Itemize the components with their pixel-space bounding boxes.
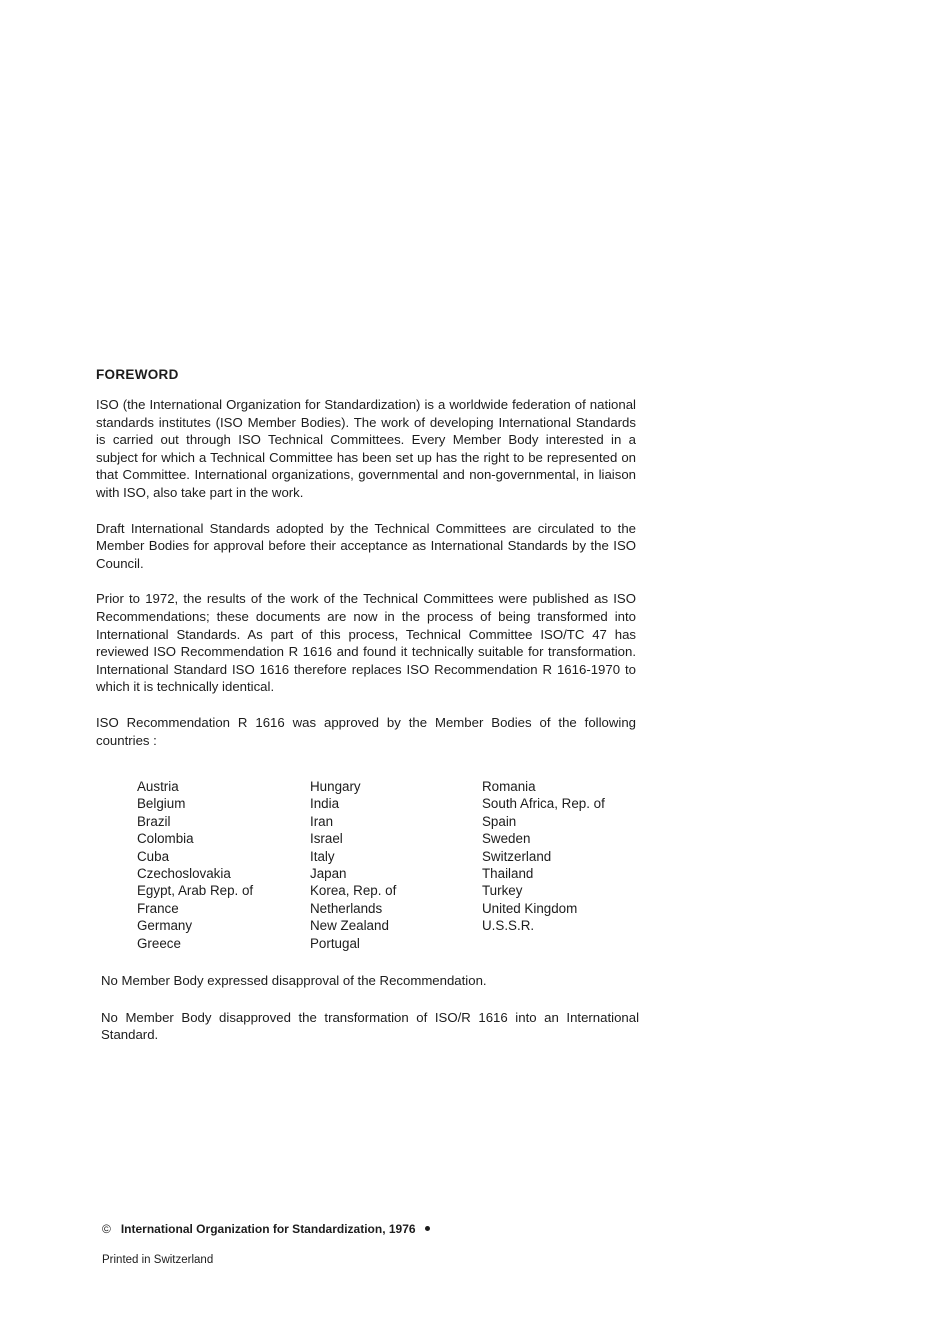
country-item: Japan: [310, 866, 347, 882]
country-item: France: [137, 900, 179, 916]
country-list: [137, 778, 657, 952]
closing-section: [101, 972, 639, 1044]
country-item: Sweden: [482, 831, 531, 847]
country-item: Brazil: [137, 813, 171, 829]
country-item: Austria: [137, 779, 179, 794]
foreword-paragraph-draft: Draft International Standards adopted by the Technical Committees are circulated to the Member Bodies for approval before their acceptance as International Standards by the ISO Council.: [96, 520, 636, 571]
country-column-1: [137, 778, 310, 952]
country-item: New Zealand: [310, 918, 389, 934]
country-item: Netherlands: [310, 900, 383, 916]
country-item: Belgium: [137, 796, 186, 812]
country-column-3: [482, 778, 657, 952]
country-item: Colombia: [137, 831, 194, 847]
country-item: Iran: [310, 813, 334, 829]
country-item: Czechoslovakia: [137, 866, 231, 882]
country-item: South Africa, Rep. of: [482, 796, 605, 812]
country-item: Cuba: [137, 848, 170, 864]
foreword-section: [96, 366, 636, 749]
country-item: Italy: [310, 848, 335, 864]
copyright-text: International Organization for Standardization, 1976: [120, 1222, 416, 1236]
copyright-symbol: ©: [102, 1222, 111, 1236]
country-item: Spain: [482, 813, 517, 829]
country-item: Israel: [310, 831, 343, 847]
country-item: Turkey: [482, 883, 523, 899]
printed-in-note: Printed in Switzerland: [102, 1254, 214, 1266]
copyright-line: [102, 1221, 430, 1237]
country-item: Korea, Rep. of: [310, 883, 397, 899]
bullet-icon: [425, 1226, 430, 1231]
foreword-paragraph-iso: ISO (the International Organization for Standardization) is a worldwide federation of national standards institutes (ISO Member Bodies). The work of developing International Standards is carried out through ISO Technical Committees. Every Member Body interested in a subject for which a Technical Committee has been set up has the right to be represented on that Committee. International organizations, governmental and non-governmental, in liaison with ISO, also take part in the work.: [96, 397, 636, 500]
foreword-paragraph-prior: Prior to 1972, the results of the work of the Technical Committees were published as ISO Recommendations; these documents are now in the process of being transformed into International Standards. As part of this process, Technical Committee ISO/TC 47 has reviewed ISO Recommendation R 1616 and found it technically suitable for transformation. International Standard ISO 1616 therefore replaces ISO Recommendation R 1616-1970 to which it is technically identical.: [96, 591, 636, 695]
country-item: Switzerland: [482, 848, 552, 864]
disapproval-statement: No Member Body expressed disapproval of the Recommendation.: [101, 973, 487, 988]
country-item: India: [310, 796, 340, 812]
foreword-paragraph-approval: ISO Recommendation R 1616 was approved by the Member Bodies of the following countries :: [96, 714, 636, 748]
country-item: Portugal: [310, 935, 360, 951]
country-item: Romania: [482, 779, 536, 794]
country-column-2: [310, 778, 482, 952]
transformation-statement: No Member Body disapproved the transformation of ISO/R 1616 into an International Standard.: [101, 1009, 639, 1043]
country-item: Germany: [137, 918, 193, 934]
country-item: United Kingdom: [482, 900, 578, 916]
country-item: Greece: [137, 935, 181, 951]
country-item: Hungary: [310, 779, 361, 794]
country-item: Egypt, Arab Rep. of: [137, 883, 254, 899]
foreword-heading: FOREWORD: [96, 367, 179, 382]
country-item: U.S.S.R.: [482, 918, 535, 934]
country-item: Thailand: [482, 866, 534, 882]
